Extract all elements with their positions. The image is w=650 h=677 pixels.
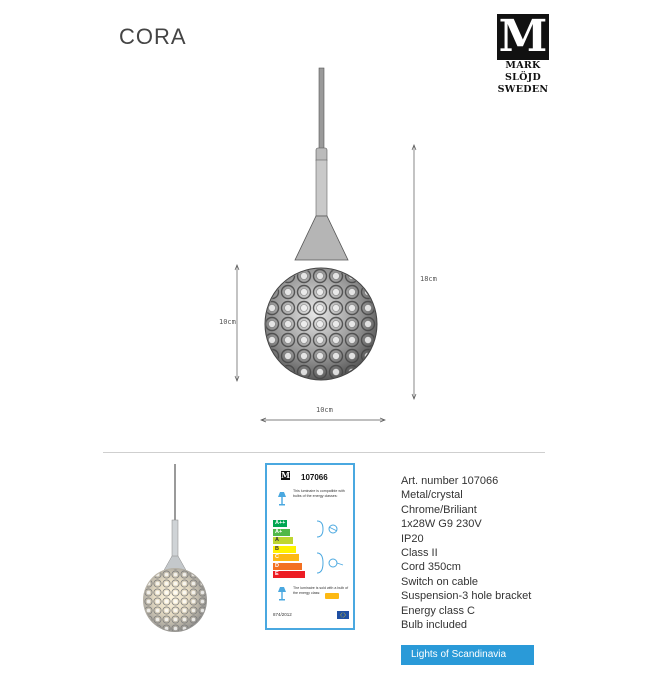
spec-item-material: Metal/crystal (401, 489, 463, 502)
cord (319, 68, 324, 160)
energy-label-compat-text: This luminaire is compatible with bulbs of the energy classes: (293, 489, 345, 498)
energy-class-c: C (273, 554, 299, 561)
energy-label-sold-text: The luminaire is sold with a bulb of the energy class: (293, 586, 349, 595)
sold-class-indicator (325, 593, 339, 599)
energy-label (265, 463, 355, 630)
dimension-label-ball-height: 10cm (219, 318, 236, 326)
energy-class-b: B (273, 546, 296, 553)
product-photo (135, 462, 215, 637)
spec-list (401, 474, 531, 632)
logo-line-3: SWEDEN (497, 84, 549, 95)
bulb-pictograms (315, 519, 349, 579)
energy-class-aplusplus: A++ (275, 520, 286, 526)
crystal-cap (295, 216, 348, 260)
dimension-vertical-right (412, 145, 416, 399)
spec-item-finish: Chrome/Briliant (401, 503, 477, 516)
spec-item-ip: IP20 (401, 532, 424, 545)
energy-class-scale (273, 520, 305, 580)
energy-label-logo: M (281, 470, 290, 480)
spec-item-switch: Switch on cable (401, 575, 479, 588)
energy-class-a: A (273, 537, 293, 544)
product-title: CORA (119, 24, 187, 49)
spec-item-suspension: Suspension-3 hole bracket (401, 590, 532, 603)
dimension-horizontal (261, 418, 385, 422)
dimension-label-total-height: 18cm (420, 275, 437, 283)
spec-item-class: Class II (401, 547, 438, 560)
spec-item-article: Art. number 107066 (401, 475, 499, 487)
metal-rod (316, 160, 327, 216)
spec-item-cord: Cord 350cm (401, 561, 461, 574)
energy-class-d: D (273, 563, 302, 570)
technical-drawing (200, 60, 460, 430)
logo-letter: M (498, 11, 548, 62)
dimension-label-width: 10cm (316, 406, 333, 414)
spec-item-energy: Energy class C (401, 604, 475, 617)
logo-line-2: SLÖJD (504, 72, 542, 83)
crystal-pattern (266, 269, 376, 379)
energy-label-regulation: 874/2012 (273, 612, 292, 617)
lamp-icon (276, 491, 288, 507)
energy-label-article: 107066 (301, 473, 328, 482)
energy-class-e: E (273, 571, 305, 578)
spec-item-bulb: 1x28W G9 230V (401, 518, 482, 531)
mark-slojd-logo (497, 11, 549, 104)
logo-line-1: MARK (505, 60, 541, 71)
energy-class-aplus: A+ (273, 529, 290, 536)
footer-banner: Lights of Scandinavia (401, 645, 534, 665)
eu-flag-icon (337, 611, 349, 619)
spec-item-bulb-included: Bulb included (401, 619, 468, 632)
lamp-icon-bottom (276, 586, 288, 602)
section-divider (103, 452, 545, 453)
